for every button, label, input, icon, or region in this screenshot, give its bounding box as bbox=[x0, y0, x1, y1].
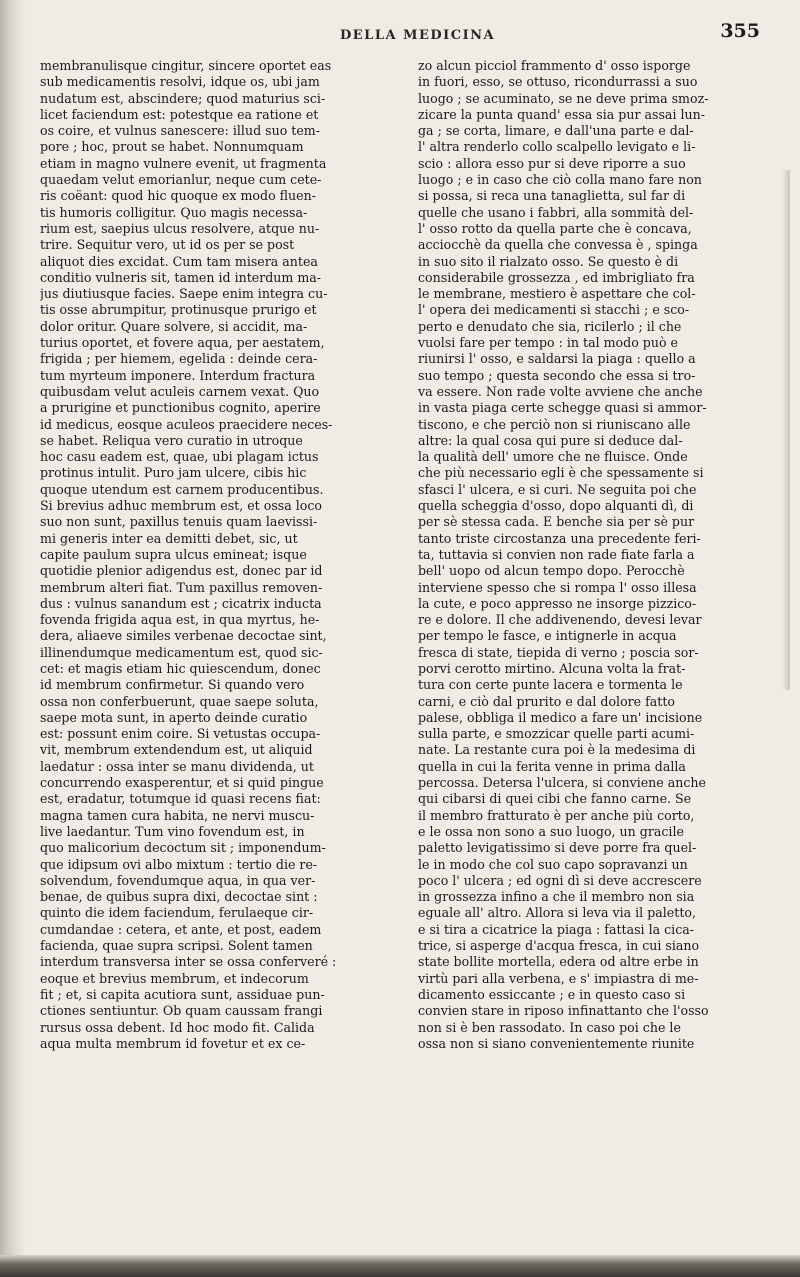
latin-text-line: saepe mota sunt, in aperto deinde curatio bbox=[40, 709, 308, 725]
latin-text-line: sub medicamentis resolvi, idque os, ubi jam bbox=[40, 74, 320, 90]
italian-text-line: fresca di state, tiepida di verno ; poscia sor- bbox=[418, 644, 699, 660]
italian-text-line: trice, si asperge d'acqua fresca, in cui siano bbox=[418, 938, 700, 954]
latin-text-line: fovenda frigida aqua est, in qua myrtus, he- bbox=[40, 612, 320, 628]
italian-text-line: bell' uopo od alcun tempo dopo. Perocchè bbox=[418, 563, 685, 579]
latin-text-line: id membrum confirmetur. Si quando vero bbox=[40, 677, 305, 693]
italian-text-line: per sè stessa cada. E benche sia per sè pur bbox=[418, 514, 695, 530]
italian-text-line: ossa non si siano convenientemente riunite bbox=[418, 1035, 695, 1051]
italian-text-line: ta, tuttavia si convien non rade fiate farla a bbox=[418, 546, 695, 562]
latin-text-line: membranulisque cingitur, sincere oportet eas bbox=[40, 58, 332, 73]
italian-text-line: e si tira a cicatrice la piaga : fattasi la cica- bbox=[418, 921, 695, 937]
latin-text-line: hoc casu eadem est, quae, ubi plagam ictus bbox=[40, 449, 319, 465]
italian-text-line: quella in cui la ferita venne in prima dalla bbox=[418, 758, 686, 774]
italian-text-line: nate. La restante cura poi è la medesima di bbox=[418, 742, 696, 758]
italian-text-line: riunirsi l' osso, e saldarsi la piaga : quello a bbox=[418, 351, 696, 367]
latin-text-line: benae, de quibus supra dixi, decoctae sint : bbox=[40, 889, 318, 905]
italian-text-line: sfasci l' ulcera, e si curi. Ne seguita poi che bbox=[418, 481, 697, 497]
latin-text-line: jus diutiusque facies. Saepe enim integra cu- bbox=[40, 286, 328, 302]
italian-text-line: e le ossa non sono a suo luogo, un gracile bbox=[418, 823, 684, 839]
latin-text-line: os coire, et vulnus sanescere: illud suo tem- bbox=[40, 123, 321, 139]
latin-text-line: facienda, quae supra scripsi. Solent tamen bbox=[40, 938, 313, 954]
latin-text-line: concurrendo exasperentur, et si quid pingue bbox=[40, 775, 324, 791]
latin-text-line: eoque et brevius membrum, et indecorum bbox=[40, 970, 309, 986]
latin-text-line: aliquot dies excidat. Cum tam misera antea bbox=[40, 253, 318, 269]
italian-text-line: in vasta piaga certe schegge quasi si ammor- bbox=[418, 400, 707, 416]
italian-text-line: l' altra renderlo collo scalpello levigato e li- bbox=[418, 139, 696, 155]
latin-text-line: protinus intulit. Puro jam ulcere, cibis hic bbox=[40, 465, 307, 481]
latin-text-line: interdum transversa inter se ossa conferveré : bbox=[40, 954, 337, 970]
italian-text-line: l' opera dei medicamenti si stacchi ; e sco- bbox=[418, 302, 690, 318]
italian-text-line: altre: la qual cosa qui pure si deduce dal- bbox=[418, 432, 683, 448]
italian-text-line: paletto levigatissimo si deve porre fra quel- bbox=[418, 840, 697, 856]
latin-text-line: cumdandae : cetera, et ante, et post, eadem bbox=[40, 921, 322, 937]
latin-text-line: membrum alteri fiat. Tum paxillus removen- bbox=[40, 579, 323, 595]
italian-text-line: luogo ; e in caso che ciò colla mano fare non bbox=[418, 172, 702, 188]
latin-text-line: ris coëant: quod hic quoque ex modo fluen- bbox=[40, 188, 316, 204]
latin-text-column bbox=[40, 58, 376, 1052]
italian-text-line: considerabile grossezza , ed imbrigliato fra bbox=[418, 269, 695, 285]
italian-text-line: convien stare in riposo infinattanto che l'osso bbox=[418, 1003, 709, 1019]
latin-text-line: illinendumque medicamentum est, quod sic- bbox=[40, 644, 323, 660]
latin-text-line: dera, aliaeve similes verbenae decoctae sint, bbox=[40, 628, 327, 644]
latin-text-line: que idipsum ovi albo mixtum : tertio die re- bbox=[40, 856, 318, 872]
italian-text-line: percossa. Detersa l'ulcera, si conviene anche bbox=[418, 775, 706, 791]
latin-text-line: solvendum, fovendumque aqua, in qua ver- bbox=[40, 872, 316, 888]
running-title: DELLA MEDICINA bbox=[340, 28, 496, 43]
italian-text-line: suo tempo ; questa secondo che essa si tro- bbox=[418, 367, 696, 383]
italian-text-line: re e dolore. Il che addivenendo, devesi levar bbox=[418, 612, 702, 628]
italian-text-line: va essere. Non rade volte avviene che anche bbox=[418, 383, 703, 399]
italian-text-line: perto e denudato che sia, ricilerlo ; il che bbox=[418, 318, 682, 334]
italian-text-line: in suo sito il rialzato osso. Se questo è di bbox=[418, 253, 679, 269]
latin-text-line: est, eradatur, totumque id quasi recens fiat: bbox=[40, 791, 321, 807]
latin-text-line: a prurigine et punctionibus cognito, aperire bbox=[40, 400, 321, 416]
italian-text-line: non si è ben rassodato. In caso poi che le bbox=[418, 1019, 681, 1035]
italian-text-line: zo alcun picciol frammento d' osso isporge bbox=[418, 58, 691, 73]
latin-text-line: quinto die idem faciendum, ferulaeque cir- bbox=[40, 905, 314, 921]
italian-text-line: sulla parte, e smozzicar quelle parti acumi- bbox=[418, 726, 695, 742]
italian-text-line: virtù pari alla verbena, e s' impiastra di me- bbox=[418, 970, 699, 986]
italian-text-line: che più necessario egli è che spessamente si bbox=[418, 465, 704, 481]
latin-text-line: licet faciendum est: potestque ea ratione et bbox=[40, 106, 319, 122]
italian-text-line: tura con certe punte lacera e tormenta le bbox=[418, 677, 683, 693]
latin-text-line: Si brevius adhuc membrum est, et ossa loco bbox=[40, 498, 323, 514]
italian-text-line: state bollite mortella, edera od altre erbe in bbox=[418, 954, 699, 970]
italian-text-line: le in modo che col suo capo sopravanzi un bbox=[418, 856, 688, 872]
book-spine-shadow bbox=[0, 0, 26, 1277]
italian-text-line: in grossezza infino a che il membro non sia bbox=[418, 889, 695, 905]
italian-text-line: le membrane, mestiero è aspettare che col- bbox=[418, 286, 696, 302]
running-header bbox=[40, 14, 760, 54]
latin-text-line: aqua multa membrum id fovetur et ex ce- bbox=[40, 1035, 306, 1051]
italian-text-line: palese, obbliga il medico a fare un' incisione bbox=[418, 709, 703, 725]
latin-text-line: quotidie plenior adigendus est, donec par id bbox=[40, 563, 323, 579]
latin-text-line: cet: et magis etiam hic quiescendum, donec bbox=[40, 660, 321, 676]
latin-text-line: conditio vulneris sit, tamen id interdum ma- bbox=[40, 269, 322, 285]
italian-text-line: in fuori, esso, se ottuso, ricondurrassi a suo bbox=[418, 74, 698, 90]
italian-text-line: la qualità dell' umore che ne fluisce. Onde bbox=[418, 449, 688, 465]
latin-text-line: magna tamen cura habita, ne nervi muscu- bbox=[40, 807, 315, 823]
italian-text-line: luogo ; se acuminato, se ne deve prima smoz- bbox=[418, 90, 709, 106]
italian-text-line: vuolsi fare per tempo : in tal modo può e bbox=[418, 335, 678, 351]
italian-text-line: il membro fratturato è per anche più corto, bbox=[418, 807, 695, 823]
latin-text-line: quoque utendum est carnem producentibus. bbox=[40, 481, 324, 497]
latin-text-line: laedatur : ossa inter se manu dividenda, ut bbox=[40, 758, 314, 774]
italian-text-line: dicamento essiccante ; e in questo caso si bbox=[418, 986, 686, 1002]
italian-text-line: porvi cerotto mirtino. Alcuna volta la frat- bbox=[418, 660, 686, 676]
latin-text-line: est: possunt enim coire. Si vetustas occupa- bbox=[40, 726, 321, 742]
italian-text-line: ga ; se corta, limare, e dall'una parte e dal- bbox=[418, 123, 694, 139]
latin-text-line: dolor oritur. Quare solvere, si accidit, ma- bbox=[40, 318, 308, 334]
italian-text-line: la cute, e poco appresso ne insorge pizzico- bbox=[418, 595, 697, 611]
latin-text-line: tum myrteum imponere. Interdum fractura bbox=[40, 367, 316, 383]
italian-text-line: tanto triste circostanza una precedente feri- bbox=[418, 530, 701, 546]
latin-text-line: quaedam velut emorianlur, neque cum cete- bbox=[40, 172, 322, 188]
latin-text-line: turius oportet, et fovere aqua, per aestatem, bbox=[40, 335, 325, 351]
italian-text-line: zicare la punta quand' essa sia pur assai lun- bbox=[418, 106, 705, 122]
latin-text-line: nudatum est, abscindere; quod maturius sci- bbox=[40, 90, 326, 106]
latin-text-line: quo malicorium decoctum sit ; imponendum- bbox=[40, 840, 326, 856]
latin-text-line: frigida ; per hiemem, egelida : deinde cera- bbox=[40, 351, 318, 367]
italian-text-line: quelle che usano i fabbri, alla sommità del- bbox=[418, 204, 694, 220]
italian-text-line: interviene spesso che si rompa l' osso illesa bbox=[418, 579, 697, 595]
italian-text-line: tiscono, e che perciò non si riuniscano alle bbox=[418, 416, 691, 432]
italian-text-line: carni, e ciò dal prurito e dal dolore fatto bbox=[418, 693, 675, 709]
italian-text-line: si possa, si reca una tanaglietta, sul far di bbox=[418, 188, 686, 204]
italian-text-column bbox=[418, 58, 762, 1052]
italian-text-line: per tempo le fasce, e intignerle in acqua bbox=[418, 628, 677, 644]
page-bottom-edge bbox=[0, 1255, 800, 1277]
italian-text-line: quella scheggia d'osso, dopo alquanti dì, di bbox=[418, 498, 694, 514]
latin-text-line: fit ; et, si capita acutiora sunt, assiduae pun- bbox=[40, 986, 325, 1002]
page-edge-shadow bbox=[782, 170, 790, 690]
latin-text-line: ctiones sentiuntur. Ob quam caussam frangi bbox=[40, 1003, 323, 1019]
latin-text-line: suo non sunt, paxillus tenuis quam laevissi- bbox=[40, 514, 318, 530]
latin-text-line: ossa non conferbuerunt, quae saepe soluta, bbox=[40, 693, 319, 709]
page-number: 355 bbox=[720, 20, 760, 42]
latin-text-line: capite paulum supra ulcus emineat; isque bbox=[40, 546, 307, 562]
latin-text-line: se habet. Reliqua vero curatio in utroque bbox=[40, 432, 303, 448]
latin-text-line: tis humoris colligitur. Quo magis necessa- bbox=[40, 204, 308, 220]
italian-text-line: eguale all' altro. Allora si leva via il paletto, bbox=[418, 905, 696, 921]
latin-text-line: vit, membrum extendendum est, ut aliquid bbox=[40, 742, 313, 758]
latin-text-line: rium est, saepius ulcus resolvere, atque nu- bbox=[40, 220, 320, 236]
latin-text-line: trire. Sequitur vero, ut id os per se post bbox=[40, 237, 295, 253]
latin-text-line: tis osse abrumpitur, protinusque prurigo et bbox=[40, 302, 317, 318]
italian-text-line: poco l' ulcera ; ed ogni dì si deve accrescere bbox=[418, 872, 702, 888]
latin-text-line: rursus ossa debent. Id hoc modo fit. Calida bbox=[40, 1019, 315, 1035]
latin-text-line: quibusdam velut aculeis carnem vexat. Quo bbox=[40, 383, 320, 399]
latin-text-line: etiam in magno vulnere evenit, ut fragmenta bbox=[40, 155, 327, 171]
italian-text-line: l' osso rotto da quella parte che è concava, bbox=[418, 220, 692, 236]
italian-text-line: scio : allora esso pur si deve riporre a suo bbox=[418, 155, 686, 171]
latin-text-line: live laedantur. Tum vino fovendum est, in bbox=[40, 823, 305, 839]
latin-text-line: dus : vulnus sanandum est ; cicatrix inducta bbox=[40, 595, 322, 611]
italian-text-line: qui cibarsi di quei cibi che fanno carne. Se bbox=[418, 791, 692, 807]
latin-text-line: mi generis inter ea demitti debet, sic, ut bbox=[40, 530, 298, 546]
latin-text-line: id medicus, eosque aculeos praecidere neces- bbox=[40, 416, 333, 432]
italian-text-line: acciocchè da quella che convessa è , spinga bbox=[418, 237, 698, 253]
latin-text-line: pore ; hoc, prout se habet. Nonnumquam bbox=[40, 139, 304, 155]
